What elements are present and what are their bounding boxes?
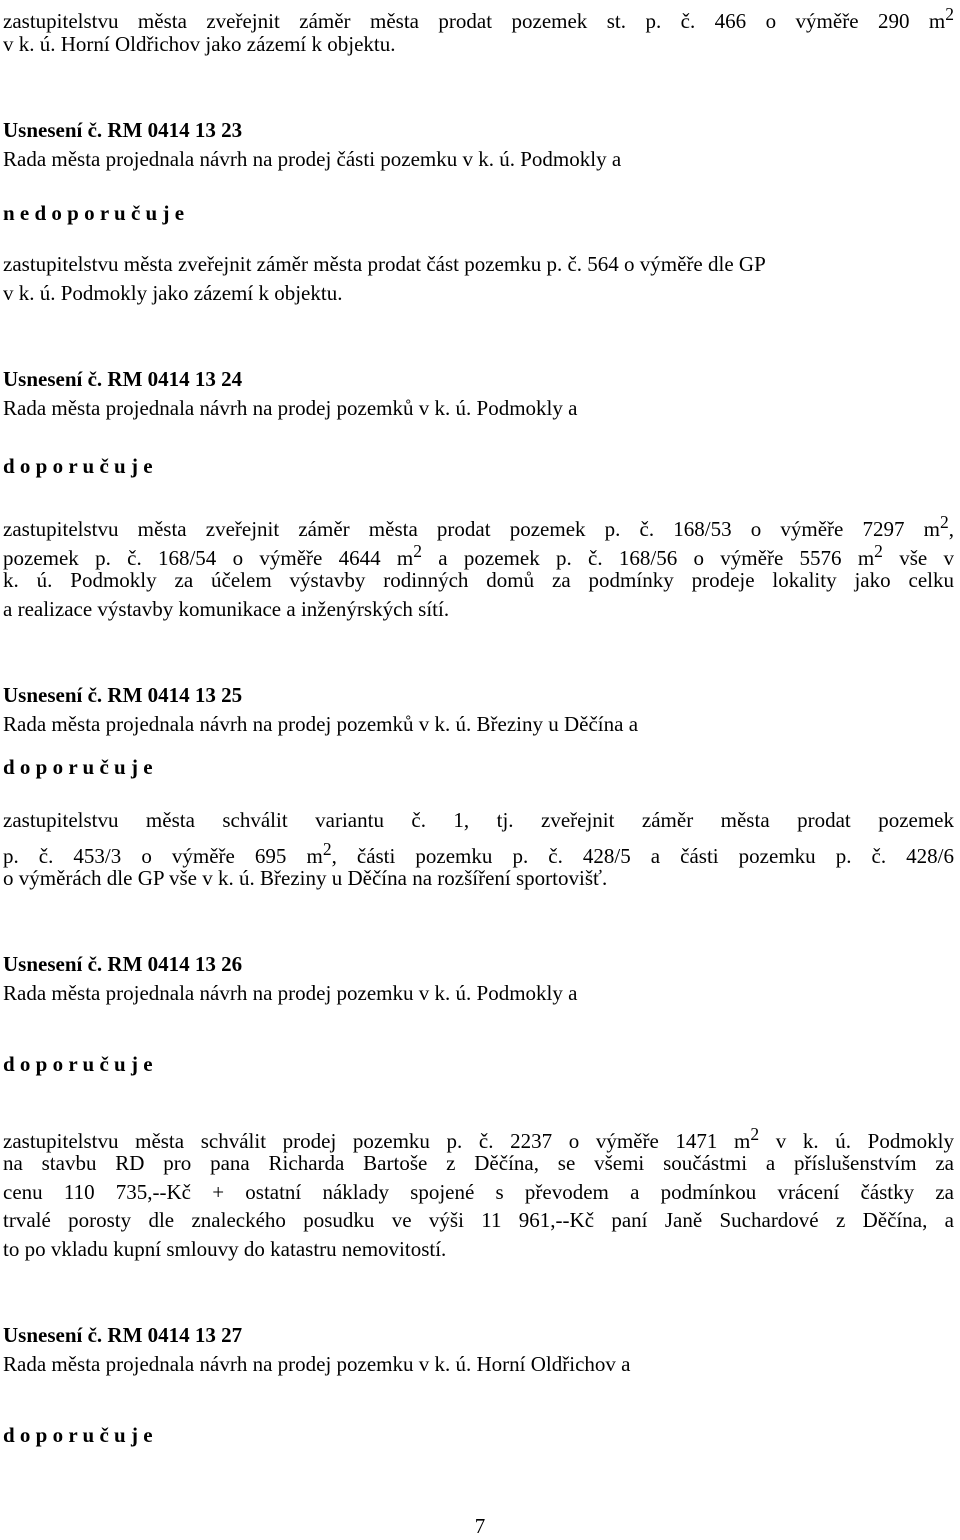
resolution-intro: Rada města projednala návrh na prodej pozemků v k. ú. Březiny u Děčína a [3, 712, 639, 736]
text-line: zastupitelstvu města schválit variantu č. 1, tj. zveřejnit záměr města prodat pozemek [3, 808, 954, 832]
text-line: v k. ú. Horní Oldřichov jako zázemí k objektu. [3, 32, 396, 56]
resolution-decision: n e d o p o r u č u j e [3, 201, 185, 225]
text-line: trvalé porosty dle znaleckého posudku ve výši 11 961,--Kč paní Janě Suchardové z Děčína, a [3, 1208, 954, 1232]
resolution-intro: Rada města projednala návrh na prodej pozemků v k. ú. Podmokly a [3, 396, 578, 420]
text-line: cenu 110 735,--Kč + ostatní náklady spojené s převodem a podmínkou vrácení částky za [3, 1180, 954, 1204]
text-line: na stavbu RD pro pana Richarda Bartoše z Děčína, se všemi součástmi a příslušenstvím za [3, 1151, 954, 1175]
resolution-number: Usnesení č. RM 0414 13 27 [3, 1323, 243, 1347]
resolution-number: Usnesení č. RM 0414 13 24 [3, 367, 243, 391]
text-line: o výměrách dle GP vše v k. ú. Březiny u Děčína na rozšíření sportovišť. [3, 866, 608, 890]
text-line: zastupitelstvu města zveřejnit záměr města prodat část pozemku p. č. 564 o výměře dle GP [3, 252, 766, 276]
resolution-decision: d o p o r u č u j e [3, 755, 153, 779]
resolution-decision: d o p o r u č u j e [3, 1423, 153, 1447]
text-line: pozemek p. č. 168/54 o výměře 4644 $m^2$ a pozemek p. č. 168/56 o výměře 5576 $m^2$ vše v [3, 541, 954, 570]
resolution-intro: Rada města projednala návrh na prodej pozemku v k. ú. Podmokly a [3, 981, 578, 1005]
resolution-number: Usnesení č. RM 0414 13 26 [3, 952, 243, 976]
text-line: zastupitelstvu města zveřejnit záměr města prodat pozemek st. p. č. 466 o výměře 290 $m^2$ [3, 4, 954, 33]
text-line: to po vkladu kupní smlouvy do katastru nemovitostí. [3, 1237, 447, 1261]
resolution-intro: Rada města projednala návrh na prodej části pozemku v k. ú. Podmokly a [3, 147, 622, 171]
resolution-number: Usnesení č. RM 0414 13 23 [3, 118, 243, 142]
text-line: p. č. 453/3 o výměře 695 $m^2$, části pozemku p. č. 428/5 a části pozemku p. č. 428/6 [3, 839, 954, 868]
text-line: zastupitelstvu města schválit prodej pozemku p. č. 2237 o výměře 1471 $m^2$ v k. ú. Podmokly [3, 1124, 955, 1153]
resolution-intro: Rada města projednala návrh na prodej pozemku v k. ú. Horní Oldřichov a [3, 1352, 631, 1376]
resolution-decision: d o p o r u č u j e [3, 454, 153, 478]
text-line: a realizace výstavby komunikace a inženýrských sítí. [3, 597, 450, 621]
text-line: zastupitelstvu města zveřejnit záměr města prodat pozemek p. č. 168/53 o výměře 7297 $m^2$, [3, 512, 954, 541]
resolution-decision: d o p o r u č u j e [3, 1052, 153, 1076]
text-line: k. ú. Podmokly za účelem výstavby rodinných domů za podmínky prodeje lokality jako celku [3, 568, 954, 592]
resolution-number: Usnesení č. RM 0414 13 25 [3, 683, 243, 707]
text-line: v k. ú. Podmokly jako zázemí k objektu. [3, 281, 343, 305]
page-number: 7 [474, 1514, 486, 1538]
